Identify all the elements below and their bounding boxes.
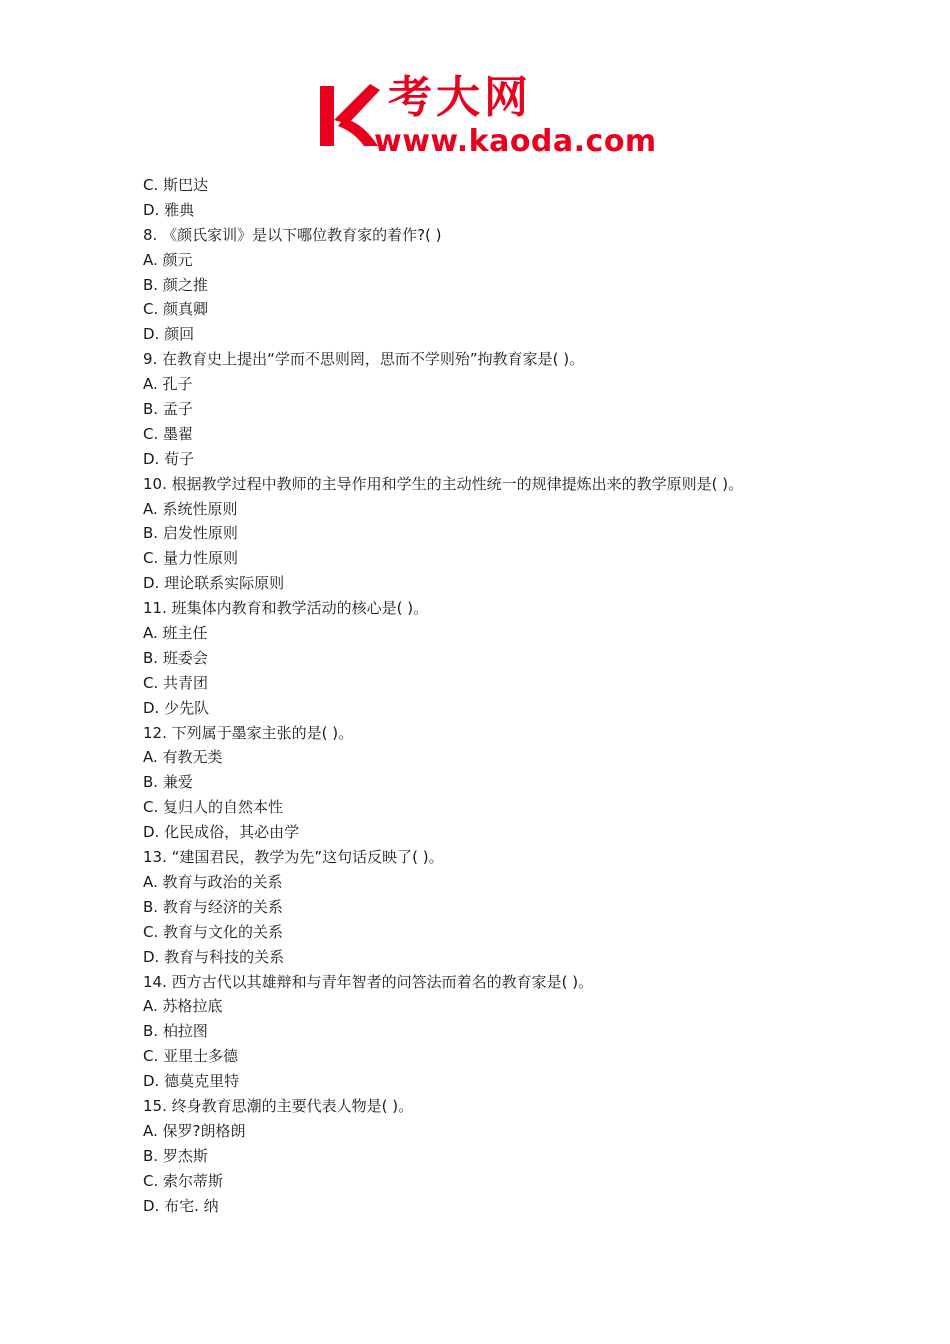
answer-option: B. 教育与经济的关系 [143,897,283,916]
answer-option: C. 共青团 [143,673,209,692]
answer-option: D. 荀子 [143,449,195,468]
question-stem: 12. 下列属于墨家主张的是( )。 [143,723,354,742]
answer-option: B. 启发性原则 [143,524,238,543]
answer-option: A. 颜元 [143,250,193,269]
answer-option: D. 少先队 [143,698,210,717]
text-line: D. 雅典 [143,200,195,219]
answer-option: C. 亚里士多德 [143,1047,239,1066]
answer-option: A. 系统性原则 [143,499,238,518]
answer-option: D. 教育与科技的关系 [143,947,285,966]
question-stem: 14. 西方古代以其雄辩和与青年智者的问答法而着名的教育家是( )。 [143,972,594,991]
answer-option: B. 罗杰斯 [143,1146,208,1165]
answer-option: C. 墨翟 [143,424,194,443]
question-stem: 15. 终身教育思潮的主要代表人物是( )。 [143,1096,414,1115]
answer-option: A. 班主任 [143,624,208,643]
question-stem: 10. 根据教学过程中教师的主导作用和学生的主动性统一的规律提炼出来的教学原则是( )。 [143,474,744,493]
answer-option: A. 有教无类 [143,748,223,767]
text-line: C. 斯巴达 [143,176,209,194]
answer-option: C. 复归人的自然本性 [143,798,284,817]
question-list [143,173,903,1218]
answer-option: B. 班委会 [143,648,208,667]
answer-option: A. 孔子 [143,375,193,394]
answer-option: A. 教育与政治的关系 [143,872,283,891]
answer-option: D. 颜回 [143,325,195,344]
question-stem: 13. “建国君民，教学为先”这句话反映了( )。 [143,848,444,867]
answer-option: B. 孟子 [143,400,193,419]
answer-option: C. 索尔蒂斯 [143,1171,224,1190]
answer-option: D. 理论联系实际原则 [143,574,285,593]
kaoda-logo [318,72,657,162]
answer-option: B. 颜之推 [143,275,208,294]
question-stem: 8. 《颜氏家训》是以下哪位教育家的着作?( ) [143,225,442,244]
answer-option: B. 柏拉图 [143,1022,208,1041]
answer-option: D. 德莫克里特 [143,1072,240,1091]
answer-option: B. 兼爱 [143,773,193,792]
answer-option: C. 颜真卿 [143,300,209,319]
answer-option: C. 量力性原则 [143,549,239,568]
answer-option: D. 化民成俗，其必由学 [143,823,300,842]
answer-option: C. 教育与文化的关系 [143,922,284,941]
k-logo-mark-icon [318,80,382,150]
logo-brand-text: 考大网 [388,72,532,123]
answer-option: A. 保罗?朗格朗 [143,1121,246,1140]
logo-url-text: www.kaoda.com [374,124,657,159]
answer-option: A. 苏格拉底 [143,997,223,1016]
question-stem: 9. 在教育史上提出“学而不思则罔，思而不学则殆”拘教育家是( )。 [143,350,585,369]
question-stem: 11. 班集体内教育和教学活动的核心是( )。 [143,599,429,618]
answer-option: D. 布宅. 纳 [143,1196,219,1215]
